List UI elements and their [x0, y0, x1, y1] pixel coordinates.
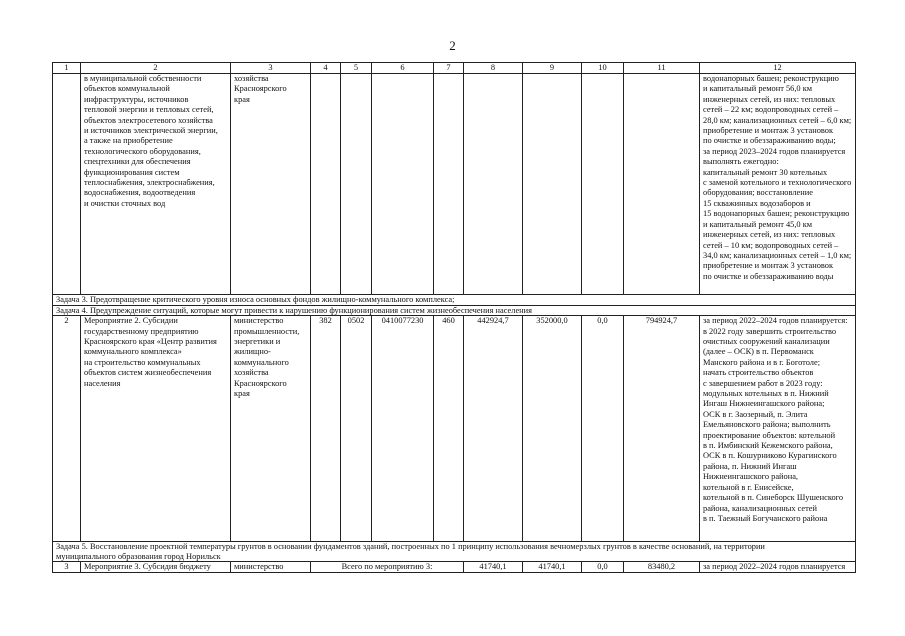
responsible-agency: министерство промышленности, энергетики и жилищно- коммунального хозяйства Красноярского края	[231, 316, 311, 542]
cell-empty	[372, 74, 434, 295]
cell-empty	[53, 74, 81, 295]
header-cell: 12	[700, 63, 856, 74]
cell-empty	[464, 74, 523, 295]
cell-empty	[311, 74, 341, 295]
row-number: 3	[53, 562, 81, 573]
amount-total: 83480,2	[624, 562, 700, 573]
program-table	[52, 62, 856, 573]
task-3-title: Задача 3. Предотвращение критического уровня износа основных фондов жилищно-коммунального комплекса;	[53, 295, 856, 306]
responsible-agency: министерство	[231, 562, 311, 573]
total-label: Всего по мероприятию 3:	[311, 562, 464, 573]
expected-result: водонапорных башен; реконструкцию и капитальный ремонт 56,0 км инженерных сетей, из них: тепловых сетей – 22 км; водопроводных сетей – 28,0 км; канализационных сетей – 6,0 км; приобретение и монтаж 3 установок по очистке и обеззараживанию воды; за период 2023–2024 годов планируется выполнять ежегодно: капитальный ремонт 30 котельных с заменой котельного и технологического оборудования; восстановление 15 скважинных водозаборов и 15 водонапорных башен; реконструкцию и капитальный ремонт 45,0 км инженерных сетей, из них: тепловых сетей – 10 км; водопроводных сетей – 34,0 км; канализационных сетей – 1,0 км; приобретение и монтаж 3 установок по очистке и обеззараживанию воды	[700, 74, 856, 295]
header-cell: 6	[372, 63, 434, 74]
task-row	[53, 305, 856, 316]
responsible-agency: хозяйства Красноярского края	[231, 74, 311, 295]
amount-year-2: 41740,1	[523, 562, 582, 573]
amount-year-2: 352000,0	[523, 316, 582, 542]
header-cell: 3	[231, 63, 311, 74]
task-4-title: Задача 4. Предупреждение ситуаций, которые могут привести к нарушению функционирования систем жизнеобеспечения населения	[53, 305, 856, 316]
cell-empty	[434, 74, 464, 295]
code-rzpr: 0502	[341, 316, 372, 542]
cell-empty	[582, 74, 624, 295]
amount-total: 794924,7	[624, 316, 700, 542]
header-row	[53, 63, 856, 74]
activity-description: Мероприятие 2. Субсидии государственному предприятию Красноярского края «Центр развития коммунального комплекса» на строительство коммунальных объектов систем жизнеобеспечения населения	[81, 316, 231, 542]
activity-description: в муниципальной собственности объектов коммунальной инфраструктуры, источников тепловой энергии и тепловых сетей, объектов электросетевого хозяйства и источников электрической энергии, а также на приобретение технологического оборудования, спецтехники для обеспечения функционирования систем теплоснабжения, электроснабжения, водоснабжения, водоотведения и очистки сточных вод	[81, 74, 231, 295]
table-row	[53, 74, 856, 295]
page-number: 2	[449, 38, 456, 53]
expected-result: за период 2022–2024 годов планируется	[700, 562, 856, 573]
row-number: 2	[53, 316, 81, 542]
amount-year-1: 41740,1	[464, 562, 523, 573]
table-row	[53, 316, 856, 542]
expected-result: за период 2022–2024 годов планируется: в 2022 году завершить строительство очистных сооружений канализации (далее – ОСК) в п. Первоманск Манского района и в г. Боготоле; начать строительство объектов с завершением работ в 2023 году: модульных котельных в п. Нижний Ингаш Нижнеингашского района; ОСК в г. Заозерный, п. Элита Емельяновского района; выполнить проектирование объектов: котельной в п. Имбинский Кежемского района, ОСК в п. Кошурниково Курагинского района, п. Нижний Ингаш Нижнеингашского района, котельной в г. Енисейске, котельной в п. Синеборск Шушенского района, канализационных сетей в п. Таежный Богучанского района	[700, 316, 856, 542]
header-cell: 4	[311, 63, 341, 74]
code-csr: 0410077230	[372, 316, 434, 542]
cell-empty	[523, 74, 582, 295]
code-vr: 460	[434, 316, 464, 542]
amount-year-3: 0,0	[582, 316, 624, 542]
cell-empty	[341, 74, 372, 295]
amount-year-3: 0,0	[582, 562, 624, 573]
task-row	[53, 542, 856, 562]
header-cell: 10	[582, 63, 624, 74]
header-cell: 9	[523, 63, 582, 74]
task-5-title: Задача 5. Восстановление проектной температуры грунтов в основании фундаментов зданий, построенных по 1 принципу использования вечномерзлых грунтов в качестве оснований, на территории муниципального образования город Норильск	[53, 542, 856, 562]
header-cell: 11	[624, 63, 700, 74]
header-cell: 7	[434, 63, 464, 74]
amount-year-1: 442924,7	[464, 316, 523, 542]
activity-description: Мероприятие 3. Субсидия бюджету	[81, 562, 231, 573]
header-cell: 1	[53, 63, 81, 74]
cell-empty	[624, 74, 700, 295]
header-cell: 8	[464, 63, 523, 74]
task-row	[53, 295, 856, 306]
table-row	[53, 562, 856, 573]
header-cell: 5	[341, 63, 372, 74]
code-grbs: 382	[311, 316, 341, 542]
header-cell: 2	[81, 63, 231, 74]
